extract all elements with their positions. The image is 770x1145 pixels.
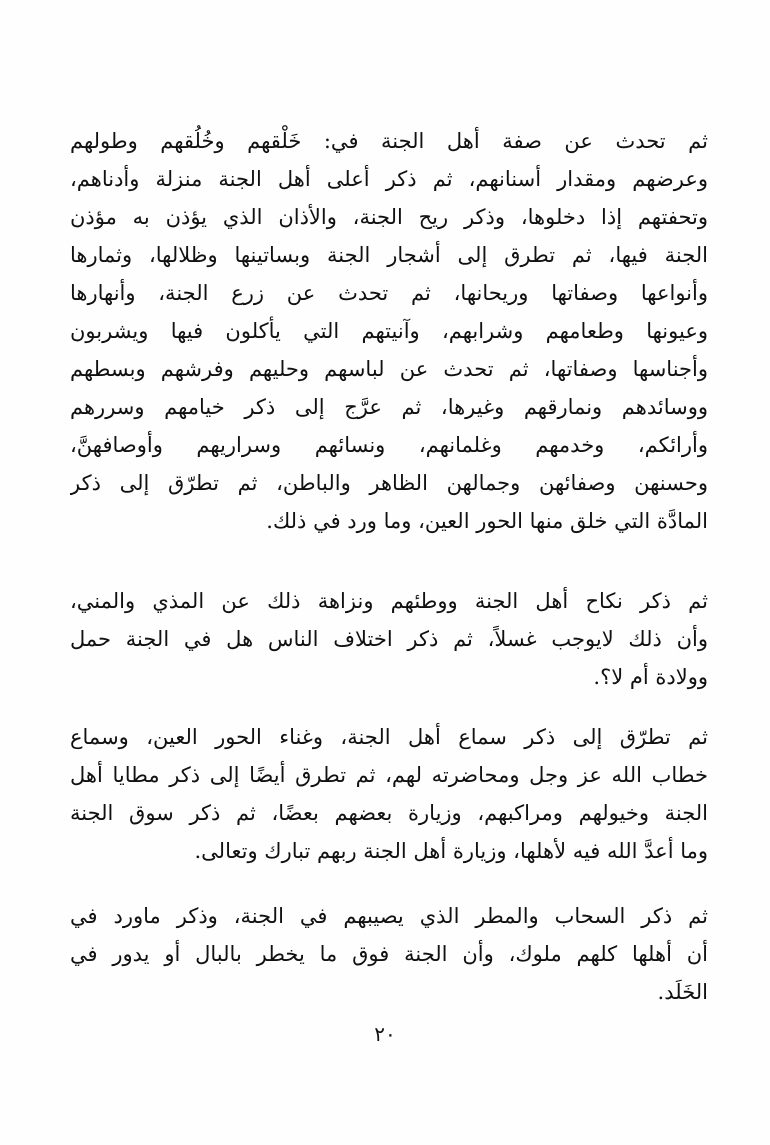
paragraph-2 (70, 582, 708, 696)
text-line: الخَلَد. (657, 980, 708, 1004)
text-line: وحسنهن وصفائهن وجمالهن الظاهر والباطن، ثم تطرّق إلى ذكر (70, 471, 708, 495)
page-number: ٢٠ (374, 1022, 396, 1046)
text-line: ثم ذكر نكاح أهل الجنة ووطئهم ونزاهة ذلك عن المذي والمني، (70, 589, 708, 613)
text-line: وعيونها وطعامهم وشرابهم، وآنيتهم التي يأكلون فيها ويشربون (70, 319, 708, 343)
paragraph-1 (70, 122, 708, 540)
text-line: وعرضهم ومقدار أسنانهم، ثم ذكر أعلى أهل الجنة منزلة وأدناهم، (70, 167, 708, 191)
text-line: وأرائكم، وخدمهم وغلمانهم، ونسائهم وسراريهم وأوصافهنَّ، (70, 433, 708, 457)
text-line: وأن ذلك لايوجب غسلاً، ثم ذكر اختلاف الناس هل في الجنة حمل (70, 627, 708, 651)
text-line: ثم ذكر السحاب والمطر الذي يصيبهم في الجنة، وذكر ماورد في (70, 904, 708, 928)
text-line: ثم تطرّق إلى ذكر سماع أهل الجنة، وغناء الحور العين، وسماع (70, 725, 708, 749)
text-line: ثم تحدث عن صفة أهل الجنة في: خَلْقهم وخُلُقهم وطولهم (70, 129, 708, 153)
text-line: المادَّة التي خلق منها الحور العين، وما ورد في ذلك. (266, 509, 708, 533)
text-line: وولادة أم لا؟. (593, 665, 708, 689)
text-line: ووسائدهم ونمارقهم وغيرها، ثم عرَّج إلى ذكر خيامهم وسررهم (70, 395, 708, 419)
text-line: الجنة وخيولهم ومراكبهم، وزيارة بعضهم بعضًا، ثم ذكر سوق الجنة (70, 801, 708, 825)
text-line: أن أهلها كلهم ملوك، وأن الجنة فوق ما يخطر بالبال أو يدور في (70, 942, 708, 966)
text-line: وما أعدَّ الله فيه لأهلها، وزيارة أهل الجنة ربهم تبارك وتعالى. (194, 839, 708, 863)
text-line: وأجناسها وصفاتها، ثم تحدث عن لباسهم وحليهم وفرشهم وبسطهم (70, 357, 708, 381)
text-line: وأنواعها وصفاتها وريحانها، ثم تحدث عن زرع الجنة، وأنهارها (70, 281, 708, 305)
paragraph-3 (70, 718, 708, 870)
text-line: خطاب الله عز وجل ومحاضرته لهم، ثم تطرق أيضًا إلى ذكر مطايا أهل (70, 763, 708, 787)
text-line: الجنة فيها، ثم تطرق إلى أشجار الجنة وبساتينها وظلالها، وثمارها (70, 243, 708, 267)
paragraph-4 (70, 897, 708, 1011)
text-line: وتحفتهم إذا دخلوها، وذكر ريح الجنة، والأذان الذي يؤذن به مؤذن (70, 205, 708, 229)
